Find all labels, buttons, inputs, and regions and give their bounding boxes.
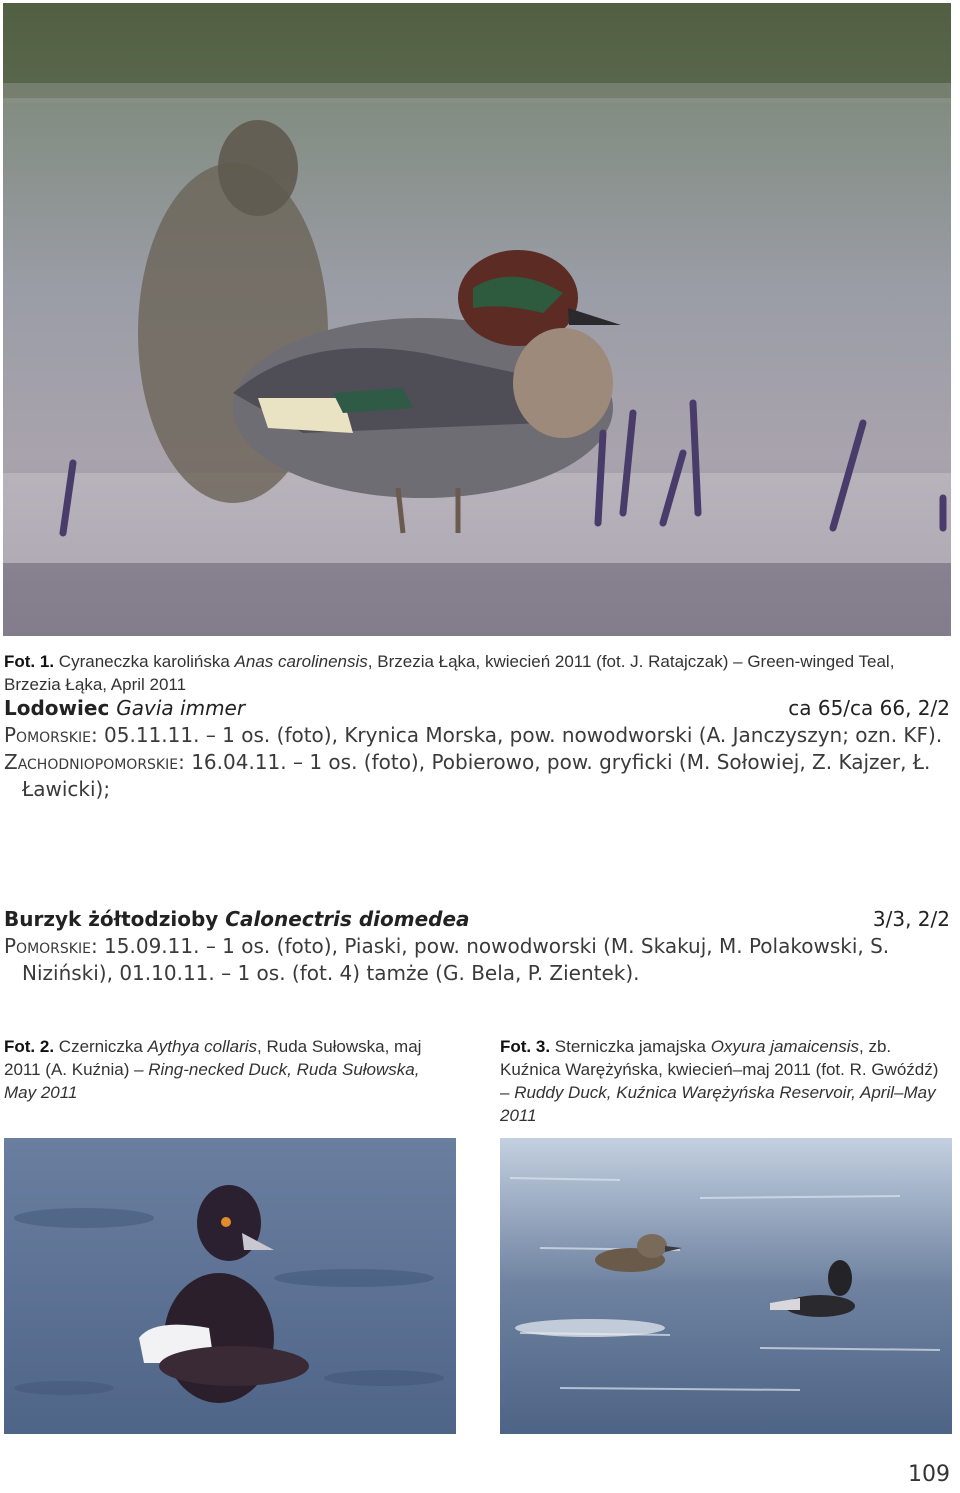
figure-3-species: Oxyura jamaicensis: [710, 1037, 860, 1056]
entry-calonectris-diomedea: [4, 906, 950, 987]
entry-2-record-1: [4, 933, 950, 987]
figure-1-label: Fot. 1.: [4, 652, 55, 671]
entry-2-heading: [4, 906, 950, 933]
page-number: 109: [908, 1462, 950, 1487]
entry-1-record-2: [4, 749, 950, 803]
figure-2-text-b: , Ruda Sułowska, maj 2011 (A. Kuźnia) –: [4, 1037, 422, 1079]
figure-1-text-a: Cyraneczka karolińska: [58, 652, 235, 671]
photo-ruddy-duck: [500, 1138, 952, 1434]
figure-3-label: Fot. 3.: [500, 1037, 551, 1056]
figure-3-caption: [500, 1035, 952, 1127]
figure-1-species: Anas carolinensis: [234, 652, 368, 671]
record-text: : 16.04.11. – 1 os. (foto), Pobierowo, pow. gryficki (M. Sołowiej, Z. Kajzer, Ł. Ławicki);: [22, 750, 931, 801]
region: Pomorskie: [4, 934, 91, 958]
entry-1-heading: [4, 695, 950, 722]
entry-1-name-lat: Gavia immer: [116, 696, 246, 720]
figure-2-text-a: Czerniczka: [54, 1037, 148, 1056]
figure-1-caption: [4, 650, 952, 696]
entry-1-name-pl: Lodowiec: [4, 696, 117, 720]
region: Zachodniopomorskie: [4, 750, 179, 774]
entry-1-record-1: [4, 722, 950, 749]
entry-2-name-lat: Calonectris diomedea: [225, 907, 470, 931]
entry-1-stats: ca 65/ca 66, 2/2: [788, 696, 950, 720]
figure-3-english: Ruddy Duck, Kuźnica Warężyńska Reservoir, April–May 2011: [500, 1083, 936, 1125]
photo-ring-necked-duck: [4, 1138, 456, 1434]
figure-3-text-a: Sterniczka jamajska: [550, 1037, 711, 1056]
record-text: : 05.11.11. – 1 os. (foto), Krynica Morska, pow. nowodworski (A. Janczyszyn; ozn. KF).: [90, 723, 943, 747]
photo-green-winged-teal: [3, 3, 951, 636]
entry-gavia-immer: [4, 695, 950, 803]
figure-2-species: Aythya collaris: [147, 1037, 258, 1056]
entry-2-name-pl: Burzyk żółtodzioby: [4, 907, 226, 931]
region: Pomorskie: [4, 723, 91, 747]
figure-2-caption: [4, 1035, 456, 1104]
entry-2-stats: 3/3, 2/2: [872, 907, 950, 931]
figure-1-text-b: , Brzezia Łąka, kwiecień 2011 (fot. J. Ratajczak) – Green-winged Teal, Brzezia Łąka, April 2011: [4, 652, 895, 694]
figure-2-label: Fot. 2.: [4, 1037, 55, 1056]
figure-3-text-b: , zb. Kuźnica Warężyńska, kwiecień–maj 2011 (fot. R. Gwóźdź) –: [500, 1037, 939, 1102]
figure-2-english: Ring-necked Duck, Ruda Sułowska, May 2011: [4, 1060, 420, 1102]
record-text: : 15.09.11. – 1 os. (foto), Piaski, pow. nowodworski (M. Skakuj, M. Polakowski, S. Niziński), 01.10.11. – 1 os. (fot. 4) tamże (G. Bela, P. Zientek).: [22, 934, 890, 985]
